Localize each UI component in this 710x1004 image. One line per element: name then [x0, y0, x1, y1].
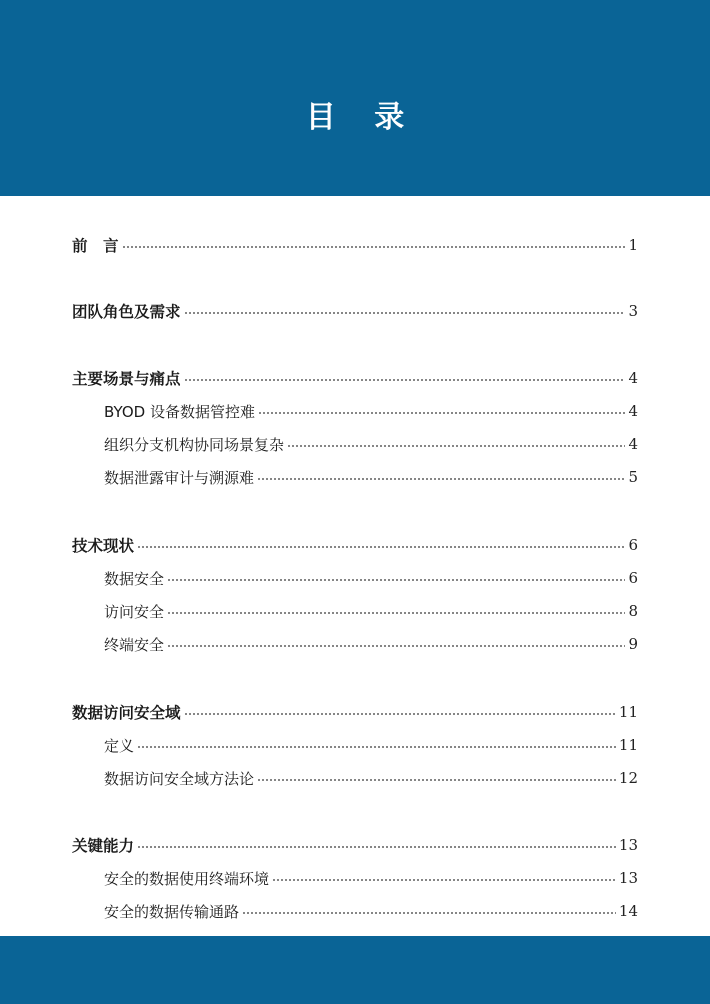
toc-entry-label: 关键能力 — [72, 837, 135, 855]
dot-leader — [184, 378, 626, 382]
dot-leader — [287, 444, 625, 448]
toc-entry-page: 4 — [628, 402, 638, 420]
toc-entry-page: 8 — [628, 602, 638, 620]
toc-entry-label: 安全的数据传输通路 — [104, 902, 240, 921]
dot-leader — [122, 245, 626, 249]
dot-leader — [137, 545, 625, 549]
toc-entry-page: 4 — [628, 369, 638, 387]
toc-entry-page: 11 — [618, 703, 638, 721]
toc-entry-label: 安全的数据使用终端环境 — [104, 869, 270, 888]
toc-entry[interactable] — [104, 632, 638, 656]
toc-entry-page: 6 — [628, 536, 638, 554]
page-title: 目 录 — [305, 100, 419, 135]
toc-entry-page: 3 — [628, 302, 638, 320]
toc-entry-page: 12 — [618, 769, 638, 787]
toc-entry-page: 14 — [618, 902, 638, 920]
toc-entry[interactable] — [104, 766, 638, 790]
toc-entry-page: 1 — [628, 236, 638, 254]
dot-leader — [137, 845, 616, 849]
dot-leader — [167, 644, 625, 648]
dot-leader — [242, 911, 616, 915]
toc-entry[interactable] — [104, 399, 638, 423]
toc-entry[interactable] — [104, 432, 638, 456]
toc-entry[interactable] — [104, 465, 638, 489]
dot-leader — [167, 611, 625, 615]
toc-entry-page: 9 — [628, 635, 638, 653]
toc-entry-label: 团队角色及需求 — [72, 303, 181, 321]
toc-entry[interactable] — [104, 899, 638, 923]
toc-entry-label: 主要场景与痛点 — [72, 370, 181, 388]
toc-entry-page: 6 — [628, 569, 638, 587]
dot-leader — [257, 477, 625, 481]
dot-leader — [272, 878, 616, 882]
toc-entry-page: 4 — [628, 435, 638, 453]
toc-entry-label: 定义 — [104, 736, 135, 755]
dot-leader — [137, 745, 616, 749]
toc-entry-label: 技术现状 — [72, 537, 135, 555]
toc-entry[interactable] — [72, 233, 638, 257]
toc-entry-label: 数据访问安全域 — [72, 704, 181, 722]
toc-entry-page: 5 — [628, 468, 638, 486]
toc-entry-label: 访问安全 — [104, 602, 165, 621]
toc-entry-label: 组织分支机构协同场景复杂 — [104, 435, 285, 454]
toc-entry-label: 数据泄露审计与溯源难 — [104, 468, 255, 487]
toc-entry-label: 数据访问安全域方法论 — [104, 769, 255, 788]
toc-entry-label: 终端安全 — [104, 635, 165, 654]
footer-banner — [0, 936, 710, 1004]
dot-leader — [258, 411, 626, 415]
toc-entry[interactable] — [72, 700, 638, 724]
toc-entry[interactable] — [104, 733, 638, 757]
toc-entry[interactable] — [72, 833, 638, 857]
toc-entry[interactable] — [104, 599, 638, 623]
dot-leader — [257, 778, 616, 782]
toc-entry-label: BYOD 设备数据管控难 — [104, 402, 255, 421]
toc-entry[interactable] — [104, 866, 638, 890]
toc-entry-page: 11 — [618, 736, 638, 754]
toc-entry[interactable] — [72, 533, 638, 557]
toc-entry[interactable] — [72, 299, 638, 323]
toc-entry-label: 前 言 — [72, 237, 119, 255]
toc-entry[interactable] — [72, 366, 638, 390]
dot-leader — [184, 712, 616, 716]
dot-leader — [184, 311, 626, 315]
dot-leader — [167, 578, 625, 582]
toc-entry-page: 13 — [618, 836, 638, 854]
toc-entry-page: 13 — [618, 869, 638, 887]
toc-entry[interactable] — [104, 566, 638, 590]
toc-entry-label: 数据安全 — [104, 569, 165, 588]
